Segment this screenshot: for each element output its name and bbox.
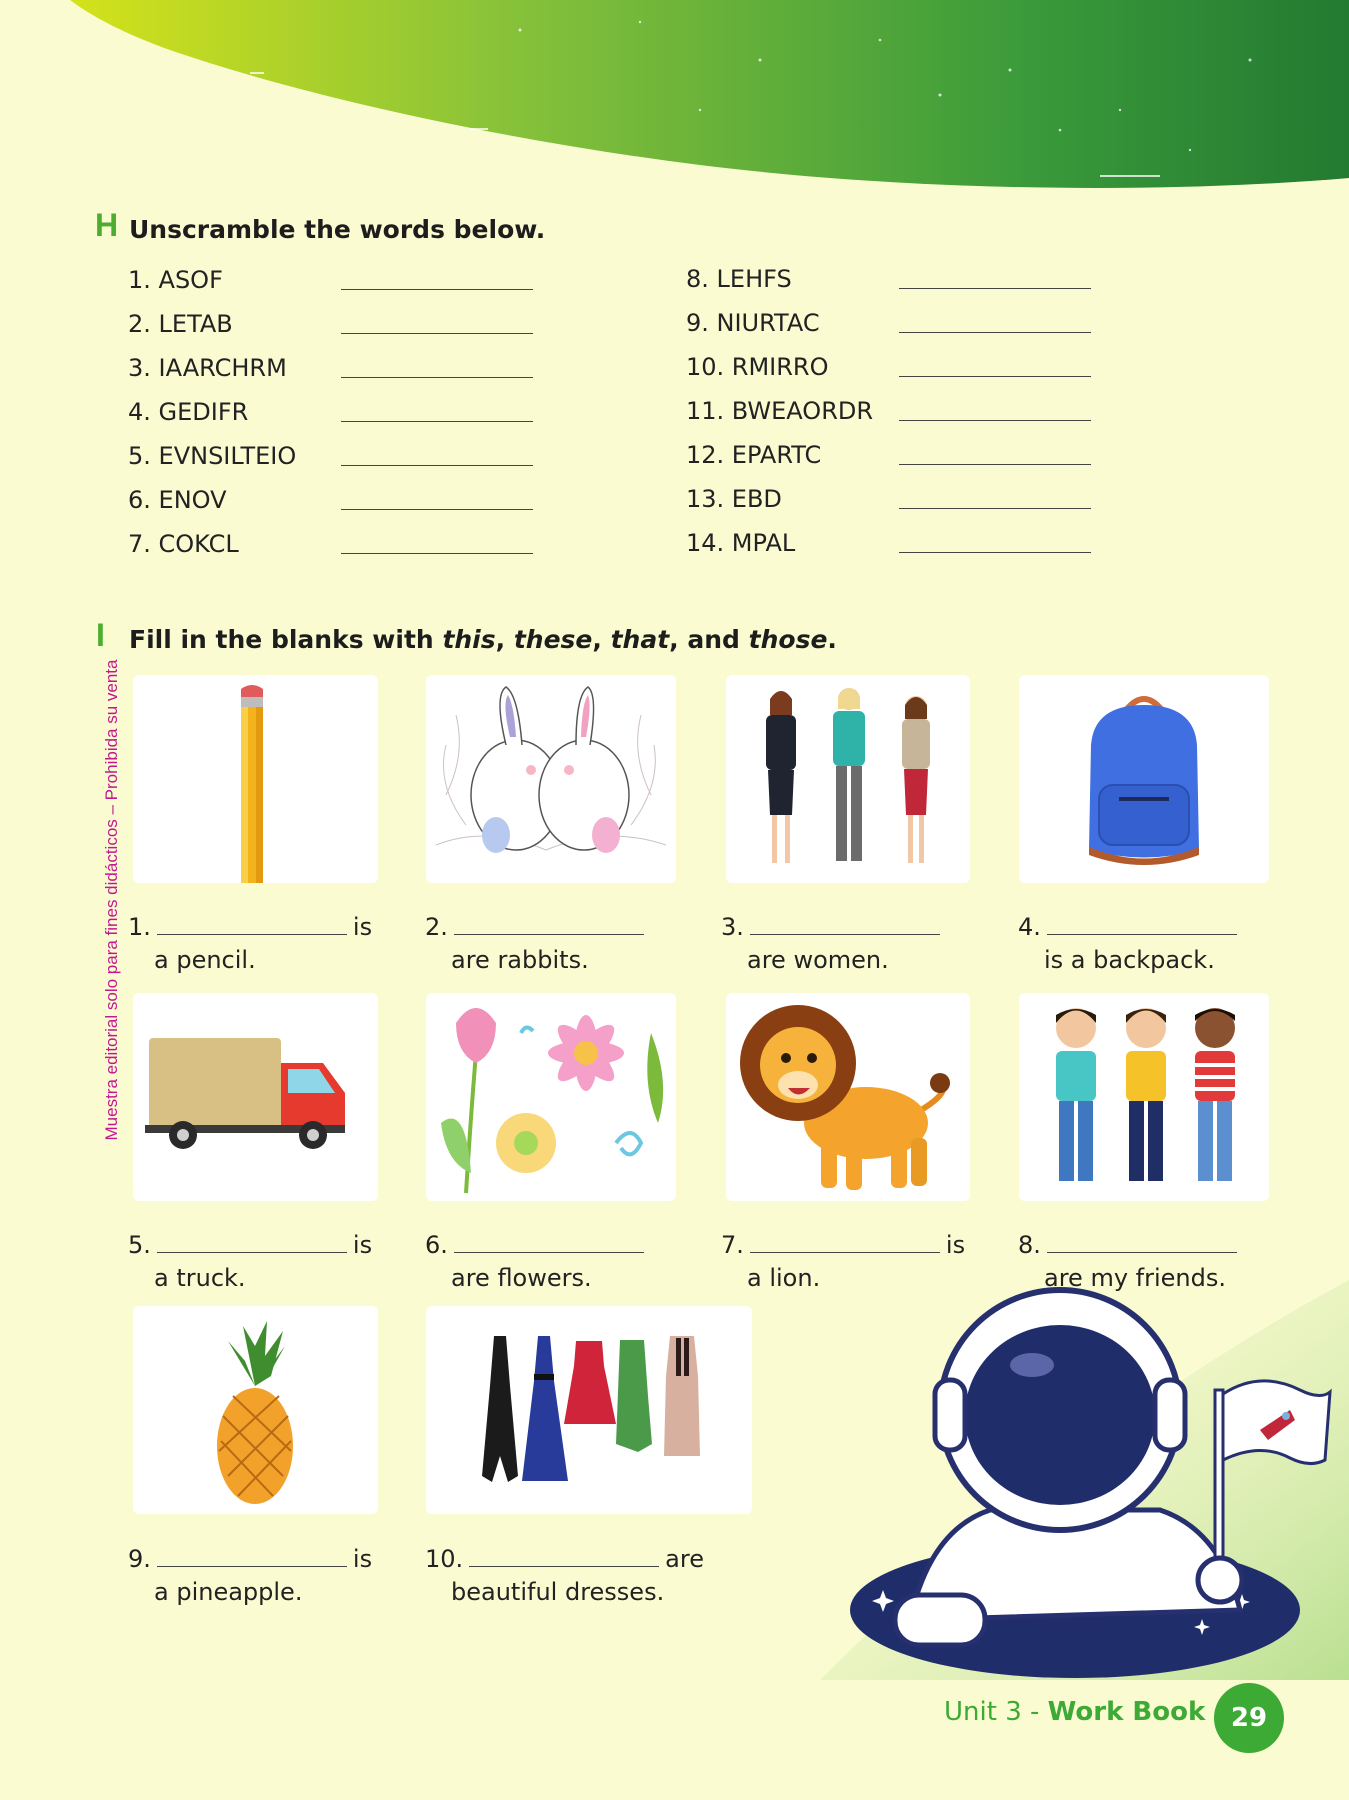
answer-line[interactable] — [899, 464, 1091, 465]
fill-blank[interactable] — [469, 1546, 659, 1567]
unscramble-item: 13. EBD — [686, 485, 782, 513]
section-h-title: Unscramble the words below. — [129, 215, 546, 244]
fill-blank[interactable] — [1047, 1232, 1237, 1253]
fill-blank[interactable] — [750, 914, 940, 935]
answer-line[interactable] — [899, 376, 1091, 377]
astronaut-illustration — [820, 1280, 1349, 1680]
truck-image — [133, 993, 378, 1201]
section-h-letter: H — [95, 207, 119, 243]
answer-line[interactable] — [899, 552, 1091, 553]
unscramble-item: 1. ASOF — [128, 266, 223, 294]
unscramble-item: 10. RMIRRO — [686, 353, 829, 381]
page-number: 29 — [1214, 1683, 1284, 1753]
fill-item-7: 7. is a lion. — [721, 1231, 966, 1292]
unscramble-item: 4. GEDIFR — [128, 398, 249, 426]
unscramble-item: 11. BWEAORDR — [686, 397, 874, 425]
unscramble-item: 5. EVNSILTEIO — [128, 442, 297, 470]
women-image — [726, 675, 970, 883]
answer-line[interactable] — [341, 465, 533, 466]
answer-line[interactable] — [341, 333, 533, 334]
fill-item-1: 1. is a pencil. — [128, 913, 373, 974]
fill-item-2: 2. are rabbits. — [425, 913, 650, 941]
fill-item-4: 4. is a backpack. — [1018, 913, 1243, 941]
fill-item-3: 3. are women. — [721, 913, 946, 941]
unscramble-item: 14. MPAL — [686, 529, 796, 557]
footer-unit-label: Unit 3 - Work Book — [944, 1697, 1206, 1727]
answer-line[interactable] — [899, 508, 1091, 509]
header-banner — [0, 0, 1349, 200]
answer-line[interactable] — [341, 289, 533, 290]
side-watermark: Muestra editorial solo para fines didácticos – Prohibida su venta — [102, 659, 121, 1141]
section-i-title: Fill in the blanks with this, these, that, and those. — [129, 625, 837, 654]
section-i-letter: I — [96, 617, 105, 653]
backpack-image — [1019, 675, 1269, 883]
unscramble-item: 7. COKCL — [128, 530, 239, 558]
answer-line[interactable] — [341, 377, 533, 378]
fill-item-6: 6. are flowers. — [425, 1231, 650, 1259]
flowers-image — [426, 993, 676, 1201]
fill-item-10: 10. are beautiful dresses. — [425, 1545, 704, 1606]
unscramble-item: 12. EPARTC — [686, 441, 822, 469]
fill-blank[interactable] — [750, 1232, 940, 1253]
fill-item-8: 8. are my friends. — [1018, 1231, 1243, 1259]
unscramble-item: 8. LEHFS — [686, 265, 792, 293]
fill-blank[interactable] — [454, 914, 644, 935]
fill-item-9: 9. is a pineapple. — [128, 1545, 373, 1606]
answer-line[interactable] — [341, 421, 533, 422]
fill-item-5: 5. is a truck. — [128, 1231, 373, 1292]
fill-blank[interactable] — [454, 1232, 644, 1253]
pineapple-image — [133, 1306, 378, 1514]
unscramble-item: 3. IAARCHRM — [128, 354, 287, 382]
lion-image — [726, 993, 970, 1201]
pencil-image — [133, 675, 378, 883]
dresses-image — [426, 1306, 752, 1514]
fill-blank[interactable] — [157, 914, 347, 935]
fill-blank[interactable] — [157, 1232, 347, 1253]
answer-line[interactable] — [341, 553, 533, 554]
answer-line[interactable] — [899, 420, 1091, 421]
unscramble-item: 9. NIURTAC — [686, 309, 820, 337]
fill-blank[interactable] — [1047, 914, 1237, 935]
answer-line[interactable] — [341, 509, 533, 510]
unscramble-item: 6. ENOV — [128, 486, 227, 514]
boys-image — [1019, 993, 1269, 1201]
answer-line[interactable] — [899, 288, 1091, 289]
rabbits-image — [426, 675, 676, 883]
answer-line[interactable] — [899, 332, 1091, 333]
fill-blank[interactable] — [157, 1546, 347, 1567]
unscramble-item: 2. LETAB — [128, 310, 233, 338]
